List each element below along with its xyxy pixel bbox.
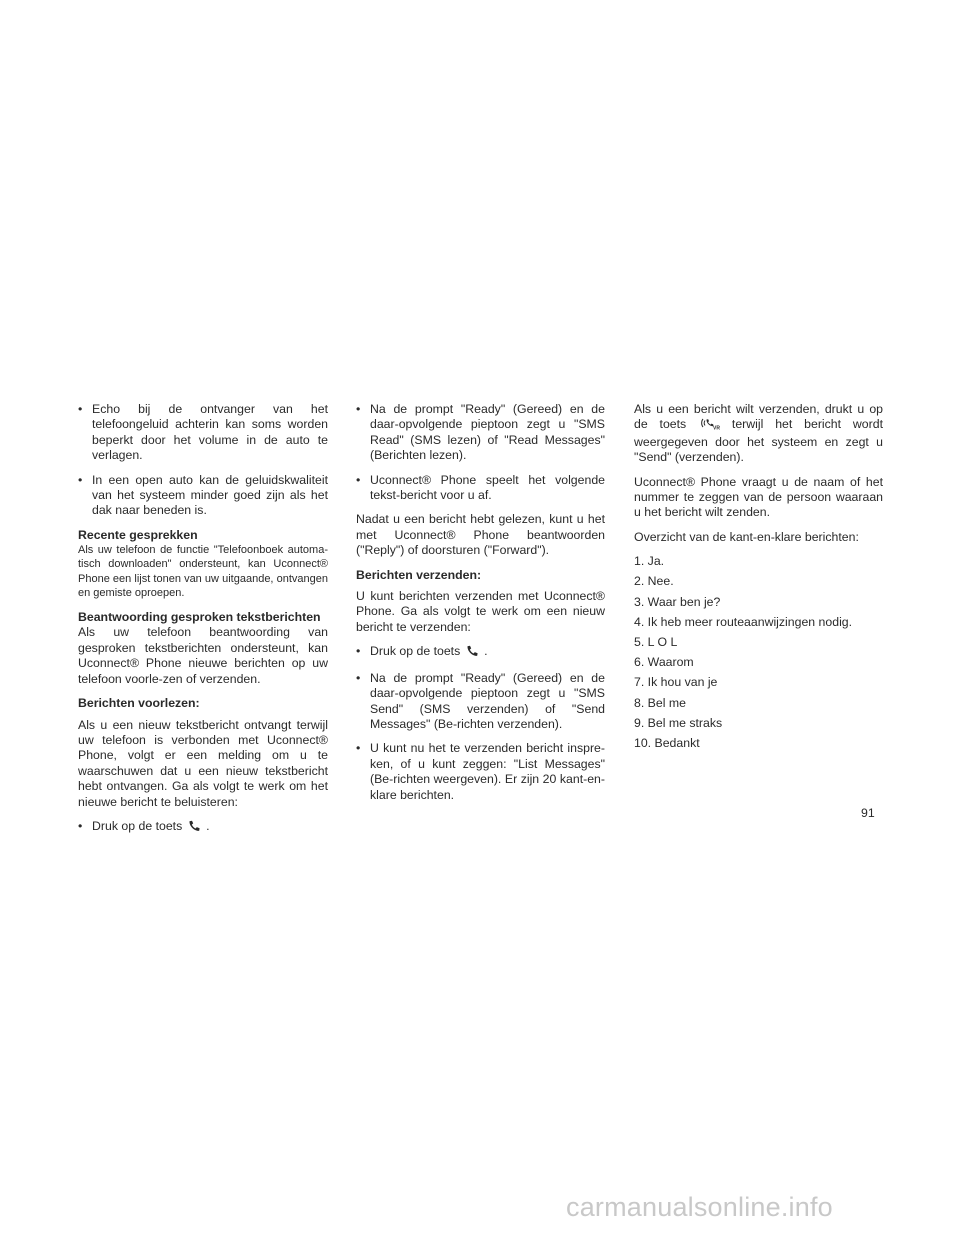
press-button-text: Druk op de toets bbox=[370, 644, 461, 659]
send-text-start: Als u een bericht wilt verzenden, drukt u op de toets bbox=[634, 402, 883, 432]
bullet-item bbox=[78, 402, 328, 464]
bullet-text: Uconnect® Phone speelt het volgende tekst-bericht voor u af. bbox=[370, 472, 605, 503]
column-middle bbox=[356, 402, 605, 812]
list-item: 4. Ik heb meer routeaanwijzingen nodig. bbox=[634, 614, 853, 629]
bullet-item bbox=[356, 671, 605, 733]
list-item: 2. Nee. bbox=[634, 574, 674, 589]
heading-voice-text-reply: Beantwoording gesproken tekstberichten bbox=[78, 610, 321, 625]
bullet-dot: • bbox=[78, 818, 83, 833]
list-item: 1. Ja. bbox=[634, 554, 665, 569]
press-button-end: . bbox=[206, 818, 210, 833]
bullet-text: Echo bij de ontvanger van het telefoongeluid achterin kan soms worden beperkt door het volume in de auto te verlagen. bbox=[92, 402, 328, 463]
watermark: carmanualsonline.info bbox=[566, 1192, 833, 1222]
voice-recognition-icon bbox=[700, 418, 721, 434]
list-item: 6. Waarom bbox=[634, 655, 694, 670]
bullet-item bbox=[78, 819, 328, 836]
bullet-text: Na de prompt "Ready" (Gereed) en de daar-opvolgende pieptoon zegt u "SMS Read" (SMS lezen) of "Read Messages" (Berichten lezen). bbox=[370, 402, 605, 463]
page-number: 91 bbox=[861, 806, 875, 820]
overview-text: Overzicht van de kant-en-klare berichten: bbox=[634, 529, 859, 544]
column-left bbox=[78, 402, 328, 845]
list-item: 3. Waar ben je? bbox=[634, 594, 721, 609]
svg-text:VR: VR bbox=[713, 425, 721, 432]
send-with-voice-text bbox=[634, 402, 883, 466]
list-item: 9. Bel me straks bbox=[634, 715, 723, 730]
bullet-dot: • bbox=[356, 741, 361, 756]
bullet-item bbox=[356, 402, 605, 464]
send-messages-text: U kunt berichten verzenden met Uconnect® Phone. Ga als volgt te werk om een nieuw bericht te verzenden: bbox=[356, 589, 605, 634]
bullet-dot: • bbox=[356, 472, 361, 487]
preset-messages-list bbox=[634, 554, 883, 751]
bullet-text: In een open auto kan de geluidskwaliteit van het systeem minder goed zijn als het dak naar beneden is. bbox=[92, 472, 328, 518]
heading-read-messages: Berichten voorlezen: bbox=[78, 696, 200, 711]
heading-recent-calls: Recente gesprekken bbox=[78, 527, 198, 542]
column-right bbox=[634, 402, 883, 756]
recent-calls-text: Als uw telefoon de functie "Telefoonboek automa-tisch downloaden" ondersteunt, kan Uconnect® Phone een lijst tonen van uw uitgaande, ontvangen en gemiste oproepen. bbox=[78, 544, 328, 599]
read-messages-text: Als u een nieuw tekstbericht ontvangt terwijl uw telefoon is verbonden met Uconnect® Phone, volgt er een melding om u te waarschuwen dat u een nieuw tekstbericht hebt ontvangen. Ga als volgt te werk om het nieuwe bericht te beluisteren: bbox=[78, 717, 328, 809]
bullet-dot: • bbox=[356, 402, 361, 416]
bullet-dot: • bbox=[356, 644, 361, 659]
phone-icon bbox=[466, 645, 479, 661]
phone-icon bbox=[188, 820, 201, 836]
list-item: 8. Bel me bbox=[634, 695, 686, 710]
bullet-dot: • bbox=[356, 670, 361, 685]
list-item: 7. Ik hou van je bbox=[634, 675, 718, 690]
bullet-item bbox=[356, 644, 605, 661]
press-button-end: . bbox=[484, 644, 488, 659]
list-item: 5. L O L bbox=[634, 635, 678, 650]
bullet-item bbox=[78, 473, 328, 519]
heading-send-messages: Berichten verzenden: bbox=[356, 567, 482, 582]
press-button-text: Druk op de toets bbox=[92, 818, 183, 833]
reply-forward-text: Nadat u een bericht hebt gelezen, kunt u het met Uconnect® Phone beantwoorden ("Reply") of doorsturen ("Forward"). bbox=[356, 512, 605, 558]
send-text-end: terwijl het bericht wordt weergegeven door het systeem en zegt u "Send" (verzenden). bbox=[634, 417, 883, 465]
voice-text-reply-text: Als uw telefoon beantwoording van gesproken tekstberichten ondersteunt, kan Uconnect® Phone nieuwe berichten op uw telefoon voorle-zen of verzenden. bbox=[78, 625, 328, 686]
bullet-text: Na de prompt "Ready" (Gereed) en de daar-opvolgende pieptoon zegt u "SMS Send" (SMS verzenden) of "Send Messages" (Be-richten verzenden). bbox=[370, 670, 605, 731]
bullet-item bbox=[356, 473, 605, 504]
list-item: 10. Bedankt bbox=[634, 736, 700, 751]
bullet-text: U kunt nu het te verzenden bericht inspre-ken, of u kunt zeggen: "List Messages" (Be-richten weergeven). Er zijn 20 kant-en-klare berichten. bbox=[370, 741, 605, 802]
recipient-text: Uconnect® Phone vraagt u de naam of het nummer te zeggen van de persoon waaraan u het bericht wilt zenden. bbox=[634, 474, 883, 520]
bullet-dot: • bbox=[78, 402, 83, 416]
bullet-dot: • bbox=[78, 472, 83, 487]
bullet-item bbox=[356, 741, 605, 803]
